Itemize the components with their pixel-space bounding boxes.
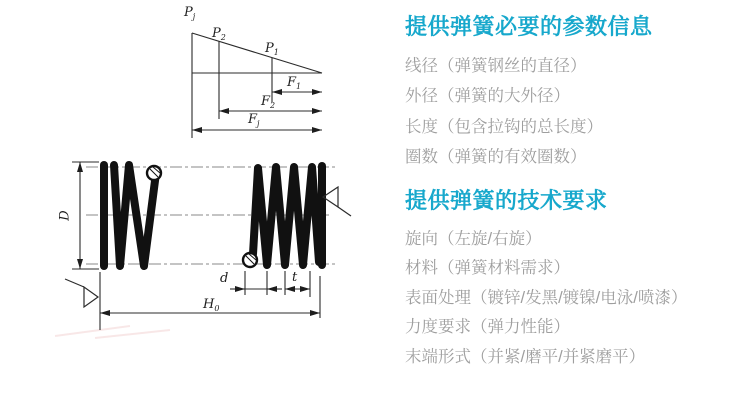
wire-cross-section-top [147,166,161,180]
right-coil-zigzag [253,167,319,265]
section-parameters [405,13,653,173]
wire-cross-section-bottom [243,253,257,267]
section-parameters-list [405,51,653,173]
list-item: 旋向（左旋/右旋） [405,229,542,248]
label-wire-diameter: d [220,271,229,286]
label-pj: $P_j$ [184,5,196,21]
list-item: 材料（弹簧材料需求） [405,259,570,278]
list-item: 圈数（弹簧的有效圈数） [405,148,587,167]
faint-watermark [55,326,170,338]
label-p2: $P_2$ [212,26,226,42]
list-item: 力度要求（弹力性能） [405,318,570,337]
section-parameters-title: 提供弹簧必要的参数信息 [405,14,653,39]
surface-finish-symbol-right [323,187,351,216]
left-coil-zigzag [114,165,156,266]
label-f1: $F_1$ [287,75,302,91]
label-free-length: $H_0$ [203,297,220,313]
list-item: 末端形式（并紧/磨平/并紧磨平） [405,347,646,366]
label-p1: $P_1$ [265,41,279,57]
section-requirements-list [405,225,687,373]
list-item: 外径（弹簧的大外径） [405,87,570,106]
section-requirements [405,187,687,372]
section-requirements-title: 提供弹簧的技术要求 [405,188,608,213]
list-item: 长度（包含拉钩的总长度） [405,117,603,136]
list-item: 表面处理（镀锌/发黑/镀镍/电泳/喷漆） [405,288,688,307]
label-f2: $F_2$ [261,94,276,110]
surface-finish-symbol-left [65,279,98,307]
label-outer-diameter: D [57,210,73,221]
label-fj: $F_j$ [248,112,260,128]
list-item: 线径（弹簧钢丝的直径） [405,56,587,75]
label-pitch: t [292,270,298,285]
